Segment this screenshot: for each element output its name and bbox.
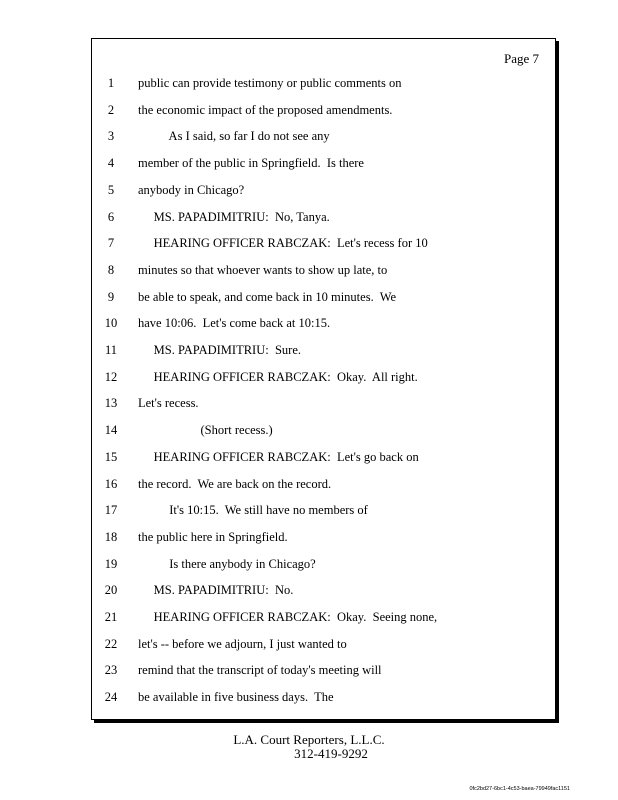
- line-number: 20: [104, 583, 118, 598]
- transcript-line: [92, 126, 555, 146]
- line-text: have 10:06. Let's come back at 10:15.: [138, 316, 331, 331]
- transcript-line: [92, 260, 555, 280]
- line-number: 21: [104, 610, 118, 624]
- line-number: 24: [104, 690, 118, 705]
- line-text: MS. PAPADIMITRIU: No, Tanya.: [138, 209, 330, 224]
- line-text: be available in five business days. The: [138, 690, 334, 705]
- line-text: Let's recess.: [138, 396, 199, 411]
- line-number: 23: [104, 663, 118, 678]
- line-number: 16: [104, 476, 118, 491]
- transcript-line: [92, 420, 555, 440]
- transcript-line: [92, 687, 555, 707]
- line-text: be able to speak, and come back in 10 minutes. We: [138, 289, 397, 304]
- line-text: let's -- before we adjourn, I just wanted to: [138, 636, 347, 651]
- footer-firm-name: L.A. Court Reporters, L.L.C.: [233, 732, 385, 747]
- transcript-line: [92, 393, 555, 413]
- transcript-line: [92, 554, 555, 574]
- line-number: 13: [104, 396, 118, 411]
- line-number: 6: [107, 209, 115, 224]
- transcript-line: [92, 447, 555, 467]
- transcript-line: [92, 287, 555, 307]
- transcript-line: [92, 207, 555, 227]
- footer-phone: 312-419-9292: [294, 746, 368, 761]
- line-number: 4: [107, 156, 115, 171]
- line-number: 14: [104, 423, 118, 438]
- line-number: 1: [107, 76, 115, 90]
- line-text: As I said, so far I do not see any: [138, 129, 330, 144]
- line-number: 5: [107, 182, 115, 197]
- line-number: 2: [107, 102, 115, 117]
- transcript-line: [92, 233, 555, 253]
- line-number: 8: [107, 262, 115, 277]
- line-text: HEARING OFFICER RABCZAK: Okay. Seeing none,: [138, 610, 438, 624]
- line-number: 7: [107, 236, 115, 251]
- transcript-line: [92, 153, 555, 173]
- line-number: 19: [104, 556, 118, 571]
- line-text: member of the public in Springfield. Is there: [138, 156, 364, 171]
- transcript-line: [92, 660, 555, 680]
- transcript-line: [92, 100, 555, 120]
- transcript-line: [92, 634, 555, 654]
- line-text: the public here in Springfield.: [138, 529, 288, 544]
- line-text: anybody in Chicago?: [138, 182, 245, 197]
- line-text: HEARING OFFICER RABCZAK: Let's recess for 10: [138, 236, 428, 251]
- line-number: 3: [107, 129, 115, 144]
- transcript-line: [92, 367, 555, 387]
- line-text: MS. PAPADIMITRIU: No.: [138, 583, 294, 598]
- line-text: the economic impact of the proposed amendments.: [138, 102, 393, 117]
- line-text: MS. PAPADIMITRIU: Sure.: [138, 343, 301, 357]
- transcript-line: [92, 313, 555, 333]
- line-number: 11: [104, 343, 118, 357]
- transcript-line: [92, 340, 555, 360]
- line-text: remind that the transcript of today's meeting will: [138, 663, 382, 678]
- line-number: 22: [104, 636, 118, 651]
- page-number: Page 7: [503, 51, 539, 66]
- transcript-line: [92, 500, 555, 520]
- transcript-line: [92, 607, 555, 627]
- transcript-line: [92, 527, 555, 547]
- line-number: 17: [104, 503, 118, 518]
- line-number: 15: [104, 449, 118, 464]
- line-text: the record. We are back on the record.: [138, 476, 332, 491]
- line-text: It's 10:15. We still have no members of: [138, 503, 368, 518]
- document-id: 0fc2bd27-6bc1-4c53-baea-79949fac1151: [469, 786, 570, 792]
- line-text: HEARING OFFICER RABCZAK: Let's go back on: [138, 449, 419, 464]
- line-number: 18: [104, 529, 118, 544]
- transcript-line: [92, 580, 555, 600]
- line-text: (Short recess.): [138, 423, 273, 438]
- transcript-page: [91, 38, 556, 720]
- line-text: minutes so that whoever wants to show up late, to: [138, 262, 388, 277]
- transcript-line: [92, 474, 555, 494]
- transcript-line: [92, 73, 555, 93]
- line-number: 12: [104, 369, 118, 384]
- transcript-line: [92, 180, 555, 200]
- line-number: 10: [104, 316, 118, 331]
- line-text: Is there anybody in Chicago?: [138, 556, 316, 571]
- line-text: public can provide testimony or public comments on: [138, 76, 402, 90]
- line-text: HEARING OFFICER RABCZAK: Okay. All right.: [138, 369, 418, 384]
- line-number: 9: [107, 289, 115, 304]
